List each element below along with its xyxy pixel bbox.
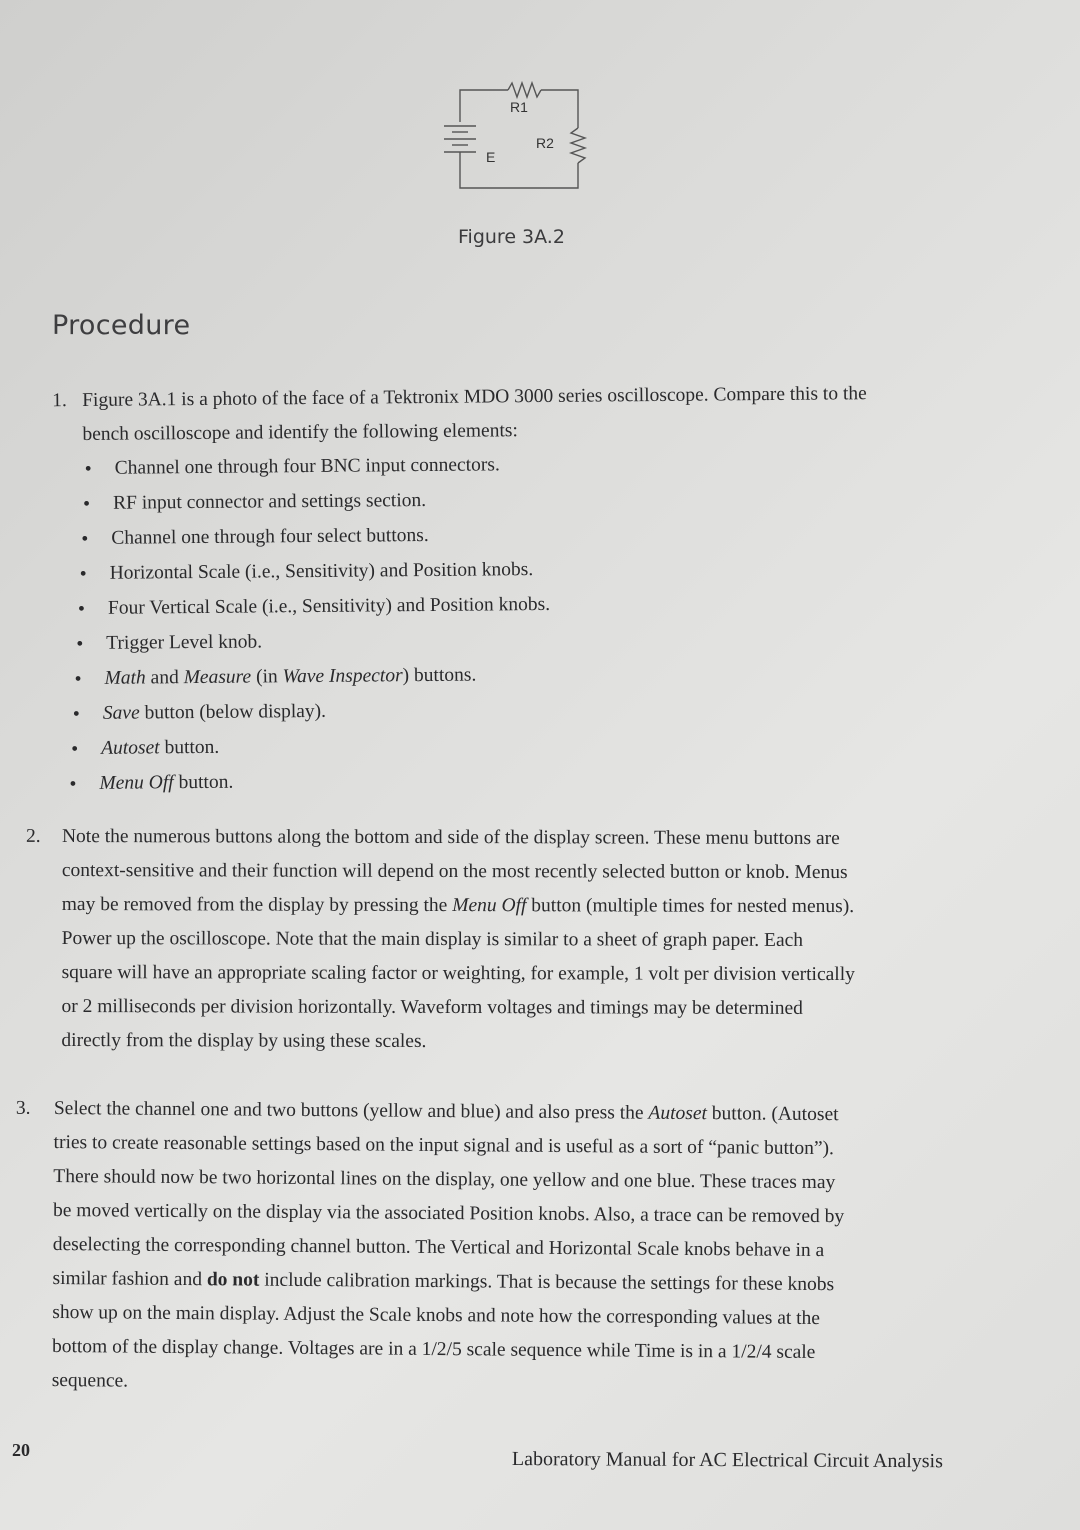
circuit-schematic — [430, 70, 600, 200]
step-line: There should now be two horizontal lines on the display, one yellow and one blue. These traces may — [53, 1165, 836, 1194]
footer-title: Laboratory Manual for AC Electrical Circuit Analysis — [511, 1448, 943, 1473]
step-number: 2. — [25, 825, 41, 847]
wire-top-left — [460, 90, 508, 122]
procedure-step-1 — [52, 376, 993, 794]
step-line: or 2 milliseconds per division horizontally. Waveform voltages and timings may be determined — [61, 995, 803, 1019]
step-line: directly from the display by using these scales. — [61, 1029, 427, 1052]
step-line: tries to create reasonable settings based on the input signal and is useful as a sort of “panic button”). — [53, 1131, 834, 1160]
resistor-r1 — [508, 83, 541, 97]
step-line: Power up the oscilloscope. Note that the main display is similar to a sheet of graph paper. Each — [61, 927, 804, 951]
step-line: may be removed from the display by pressing the Menu Off button (multiple times for nested menus). — [61, 893, 855, 918]
step-line: deselecting the corresponding channel button. The Vertical and Horizontal Scale knobs behave in a — [52, 1233, 825, 1262]
label-r1: R1 — [510, 99, 528, 115]
list-item: • Four Vertical Scale (i.e., Sensitivity) and Position knobs. — [108, 588, 550, 626]
step-line: Select the channel one and two buttons (yellow and blue) and also press the Autoset button. (Autoset — [53, 1097, 839, 1126]
step-number: 1. — [52, 390, 67, 412]
label-e: E — [486, 149, 496, 165]
figure-caption: Figure 3A.2 — [458, 226, 565, 248]
list-item: • Horizontal Scale (i.e., Sensitivity) and Position knobs. — [110, 553, 534, 591]
list-item: • Autoset button. — [101, 731, 219, 766]
page-number: 20 — [12, 1440, 30, 1460]
procedure-step-3 — [15, 1092, 1019, 1406]
list-item: • Save button (below display). — [103, 695, 326, 731]
step-line: Figure 3A.1 is a photo of the face of a Tektronix MDO 3000 series oscilloscope. Compare this to the — [82, 383, 867, 411]
list-item: • Trigger Level knob. — [106, 625, 262, 660]
circuit-diagram-figure — [430, 70, 600, 200]
step-line: similar fashion and do not include calibration markings. That is because the settings for these knobs — [52, 1267, 835, 1296]
wire-bottom — [460, 152, 578, 188]
step-line: Note the numerous buttons along the bottom and side of the display screen. These menu buttons are — [61, 826, 840, 850]
list-item: • Channel one through four BNC input connectors. — [115, 448, 500, 485]
list-item: • Menu Off button. — [99, 766, 233, 801]
label-r2: R2 — [536, 135, 554, 151]
step-line: square will have an appropriate scaling factor or weighting, for example, 1 volt per division vertically — [61, 961, 855, 986]
step-line: be moved vertically on the display via the associated Position knobs. Also, a trace can be removed by — [52, 1199, 845, 1228]
step-line: sequence. — [51, 1369, 129, 1392]
step-line: context-sensitive and their function will depend on the most recently selected button or knob. Menus — [61, 859, 848, 884]
step-number: 3. — [15, 1097, 31, 1119]
step-line: bottom of the display change. Voltages are in a 1/2/5 scale sequence while Time is in a 1/2/4 scale — [51, 1335, 816, 1363]
list-item: • Math and Measure (in Wave Inspector) buttons. — [104, 659, 476, 696]
wire-top-right — [541, 90, 578, 128]
list-item: • Channel one through four select buttons. — [111, 519, 429, 556]
step-line: show up on the main display. Adjust the Scale knobs and note how the corresponding values at the — [52, 1301, 821, 1330]
list-item: • RF input connector and settings section. — [113, 484, 426, 521]
resistor-r2 — [571, 128, 585, 163]
section-heading: Procedure — [52, 310, 191, 341]
step-line: bench oscilloscope and identify the following elements: — [82, 420, 518, 445]
procedure-step-2 — [25, 820, 1017, 1060]
